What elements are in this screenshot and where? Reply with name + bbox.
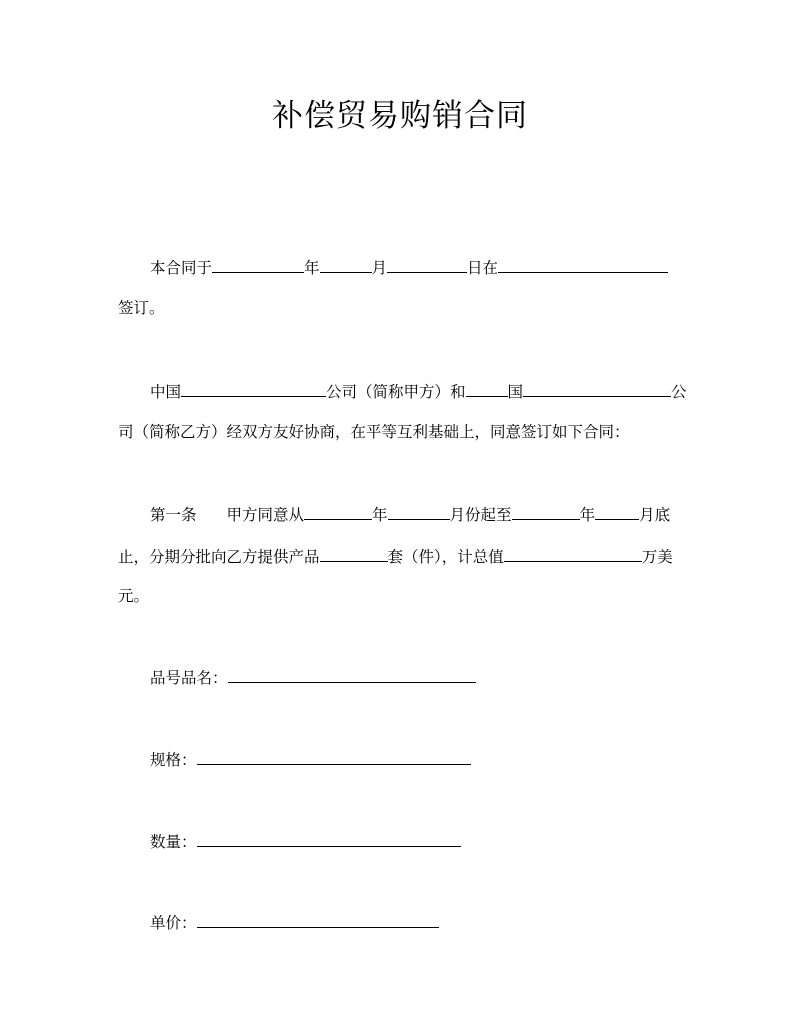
spec-label: 规格： bbox=[150, 751, 197, 769]
text-party-b-agreement: 司（简称乙方）经双方友好协商，在平等互利基础上，同意签订如下合同： bbox=[118, 423, 630, 441]
text-usd-part: 万美 bbox=[641, 548, 673, 566]
text-start-year: 年 bbox=[372, 506, 388, 524]
text-contract-on: 本合同于 bbox=[150, 259, 213, 277]
product-name-blank[interactable] bbox=[228, 666, 476, 683]
text-end-year: 年 bbox=[579, 506, 596, 524]
paragraph-article-1-line-2 bbox=[118, 545, 673, 568]
paragraph-article-1-line-3 bbox=[118, 585, 149, 607]
blank-start-year[interactable] bbox=[304, 503, 372, 520]
article-1-label: 第一条 bbox=[150, 506, 197, 524]
text-yuan: 元。 bbox=[118, 587, 150, 605]
text-supply-products: 止，分期分批向乙方提供产品 bbox=[118, 548, 320, 566]
field-quantity bbox=[150, 830, 461, 853]
blank-party-a[interactable] bbox=[181, 380, 326, 397]
blank-country[interactable] bbox=[466, 380, 508, 397]
blank-location[interactable] bbox=[498, 256, 668, 273]
text-china: 中国 bbox=[150, 383, 182, 401]
paragraph-date-line-2 bbox=[118, 297, 165, 319]
document-title: 补偿贸易购销合同 bbox=[272, 98, 528, 134]
paragraph-parties-line-2 bbox=[118, 421, 630, 443]
blank-sets[interactable] bbox=[320, 545, 388, 562]
field-product-name bbox=[150, 666, 476, 689]
unit-price-blank[interactable] bbox=[197, 911, 439, 928]
text-year: 年 bbox=[304, 259, 320, 277]
blank-party-b[interactable] bbox=[523, 380, 671, 397]
text-day-at: 日在 bbox=[467, 259, 499, 277]
text-month: 月 bbox=[371, 259, 388, 277]
text-end-month: 月底 bbox=[639, 506, 671, 524]
blank-total-value[interactable] bbox=[504, 545, 642, 562]
text-country: 国 bbox=[507, 383, 524, 401]
paragraph-parties-line bbox=[150, 380, 687, 403]
blank-year[interactable] bbox=[212, 256, 304, 273]
paragraph-date-line bbox=[150, 256, 668, 279]
text-sets-total: 套（件），计总值 bbox=[387, 548, 504, 566]
text-company-part: 公 bbox=[671, 383, 687, 401]
text-party-a-agrees: 甲方同意从 bbox=[226, 506, 305, 524]
blank-end-month[interactable] bbox=[595, 503, 639, 520]
product-name-label: 品号品名： bbox=[150, 669, 228, 687]
blank-start-month[interactable] bbox=[388, 503, 450, 520]
paragraph-article-1-line bbox=[150, 503, 670, 526]
text-party-a: 公司（简称甲方）和 bbox=[326, 383, 466, 401]
field-unit-price bbox=[150, 911, 439, 934]
blank-day[interactable] bbox=[387, 256, 467, 273]
blank-end-year[interactable] bbox=[512, 503, 580, 520]
text-signed: 签订。 bbox=[118, 299, 165, 317]
field-spec bbox=[150, 748, 471, 771]
spec-blank[interactable] bbox=[197, 748, 471, 765]
quantity-label: 数量： bbox=[150, 833, 197, 851]
unit-price-label: 单价： bbox=[150, 914, 197, 932]
quantity-blank[interactable] bbox=[197, 830, 461, 847]
blank-month[interactable] bbox=[320, 256, 372, 273]
text-start-month: 月份起至 bbox=[449, 506, 512, 524]
